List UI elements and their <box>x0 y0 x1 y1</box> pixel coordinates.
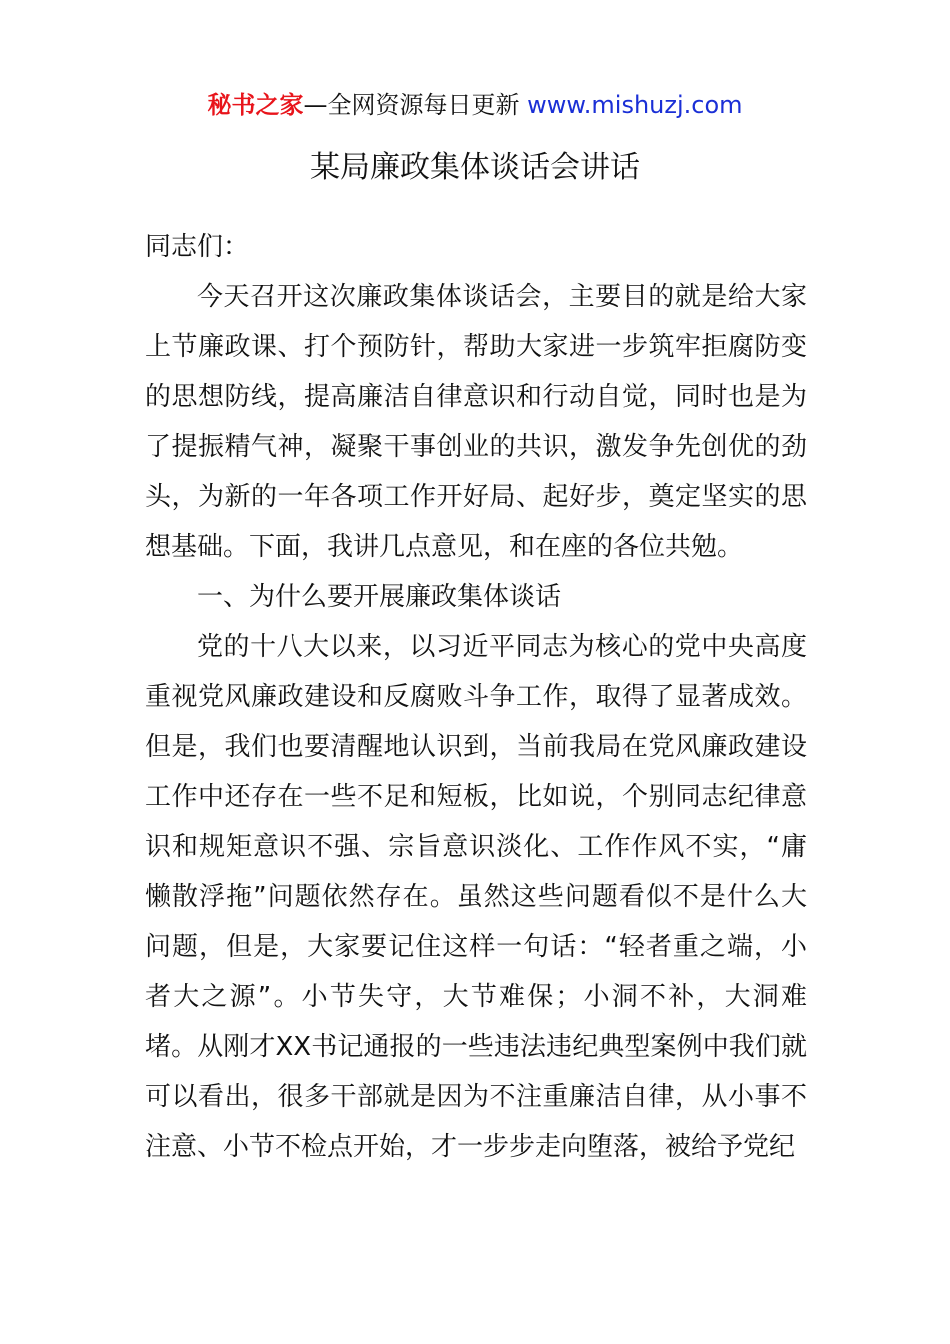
site-url-link[interactable]: www.mishuzj.com <box>527 91 743 119</box>
site-header <box>0 88 950 122</box>
paragraph: 今天召开这次廉政集体谈话会，主要目的就是给大家上节廉政课、打个预防针，帮助大家进一步筑牢拒腐防变的思想防线，提高廉洁自律意识和行动自觉，同时也是为了提振精气神，凝聚干事创业的共识，激发争先创优的劲头，为新的一年各项工作开好局、起好步，奠定坚实的思想基础。下面，我讲几点意见，和在座的各位共勉。 <box>145 282 807 562</box>
site-brand: 秘书之家 <box>207 91 304 119</box>
salutation: 同志们： <box>145 232 250 262</box>
site-tagline: —全网资源每日更新 <box>303 91 528 119</box>
paragraph: 党的十八大以来，以习近平同志为核心的党中央高度重视党风廉政建设和反腐败斗争工作，取得了显著成效。但是，我们也要清醒地认识到，当前我局在党风廉政建设工作中还存在一些不足和短板，比如说，个别同志纪律意识和规矩意识不强、宗旨意识淡化、工作作风不实，“庸懒散浮拖”问题依然存在。虽然这些问题看似不是什么大问题，但是，大家要记住这样一句话：“轻者重之端，小者大之源”。小节失守，大节难保；小洞不补，大洞难堵。从刚才XX书记通报的一些违法违纪典型案例中我们就可以看出，很多干部就是因为不注重廉洁自律，从小事不注意、小节不检点开始，才一步步走向堕落，被给予党纪 <box>145 632 807 1162</box>
document-body <box>145 222 807 1172</box>
document-title: 某局廉政集体谈话会讲话 <box>310 150 640 185</box>
section-heading: 一、为什么要开展廉政集体谈话 <box>197 582 562 612</box>
